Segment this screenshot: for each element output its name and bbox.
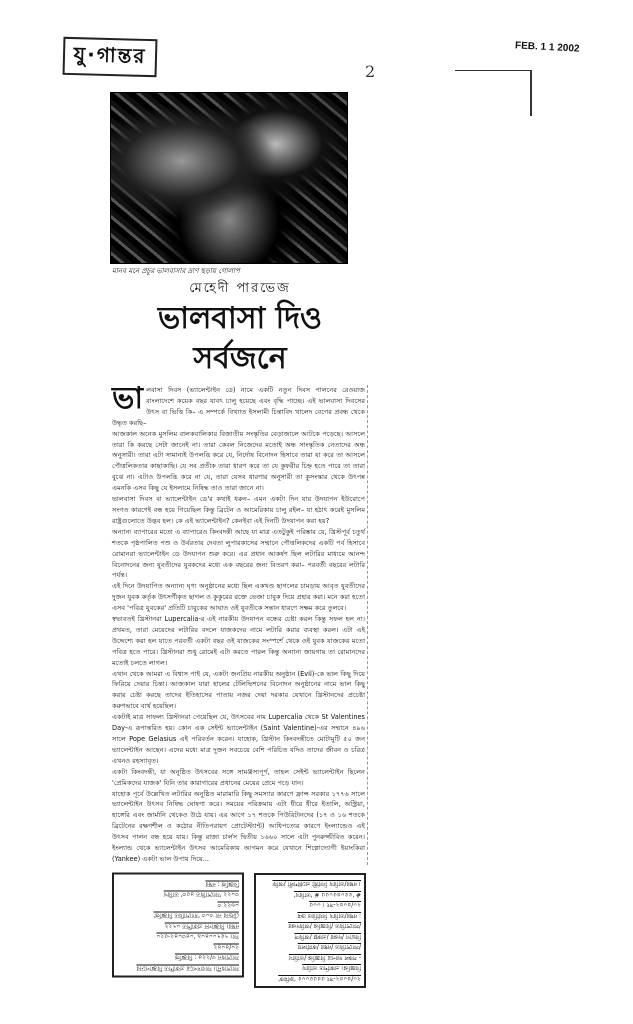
headline: ভালবাসা দিও সর্বজনে [157, 301, 323, 376]
paragraph: একটা কিংবদন্তী, যা অনুষ্ঠিত উৎসবের সঙ্গে সামঞ্জস্যপূর্ণ, তাহল সেইন্ট ভ্যালেন্টাইন ছিলেন 'প্রেমিকদের যাজক' যিনি তার কারাগারের প্রধানের মেয়ের প্রেমে পড়ে যান। [112, 767, 365, 787]
paragraph: ভালবাসা দিবস (ভ্যালেন্টাইন ডে) নামে একটি নতুন দিবস পালনের রেওয়াজ বাংলাদেশে কয়েক বছর যাবৎ চালু হয়েছে এবং বৃদ্ধি পাচ্ছে। এই ভালবাসা দিবসের উৎস বা ভিত্তি কি– এ সম্পর্কে বিখ্যাত ইসলামী চিন্তাবিদ খালেদ বেগের প্রবন্ধ থেকে উদ্ধৃত করছি– [112, 381, 365, 427]
paragraph: আজকাল অনেক মুসলিম বালকবালিকার বিজাতীয় সংস্কৃতির বেড়াজালে আটকে পড়েছে। আসলে তারা কি করছে সেটা জানেই না। তারা কেবল নিজেদের মতোই অন্ধ সাংস্কৃতিক নেতাদের অন্ধ অনুসারী। তারা এটা সামান্যই উপলব্ধি করে যে, নির্দোষ বিনোদন হিসাবে তারা যা করে তা আসলে পৌত্তলিকতার কাছাকাছি। যে সব প্রতীক তারা ধারণ করে তা যে কুফরীর চিহ্ন হতে পারে তা তারা বুঝে না। এটাও উপলব্ধি করে না যে, তারা যেসব ধারণার অনুসারী তা কুসংস্কার থেকে উৎপন্ন এমনকি এসব কিছু যে ইসলামে নিষিদ্ধ তাও তারা জানে না। [112, 429, 365, 493]
date-stamp: FEB. 1 1 2002 [514, 40, 580, 55]
article-body [112, 381, 368, 865]
paragraph: ভালবাসা দিবস বা ভ্যালেন্টাইন ডে'র কথাই ধরুন– এমন একটা দিন যার উদযাপন ইউরোপে সংগত কারণেই বন্ধ হয়ে গিয়েছিল কিন্তু ব্রিটেন ও আমেরিকায় চালু রইল– যা হঠাৎ করেই মুসলিম রাষ্ট্রগুলোতে উদ্ভব হল। কে এই ভ্যালেন্টাইন? কেনইবা এই দিনটি উদযাপন করা হয়? [112, 495, 365, 525]
paragraph: এখান থেকে আমরা এ বিশ্বাস পাই যে, একটা জনপ্রিয় নারকীয় অনুষ্ঠান (Evil)-কে ভাল কিছু দিয়ে ফিরিয়ে দেয়ার চিন্তা। আজকাল যারা হালের টেলিভিশনের বিনোদন অনুষ্ঠানের নামে ভাল কিছু করার চেষ্টা করছে তাদের ইতিহাসের পাতায় নজর দেয়া দরকার যেখানে খ্রিস্টানদের প্রচেষ্টা করুণভাবে ব্যর্থ হয়েছিল। [112, 669, 365, 711]
handwritten-box [455, 70, 532, 116]
paragraph: স্বভাবতই খ্রিস্টানরা Lupercalia-র এই নারকীয় উদযাপন বন্ধের চেষ্টা করল কিন্তু সফল হল না। প্রথমত, তারা মেয়েদের লটারির বদলে যাজকদের নামে লটারি করার ব্যবস্থা করল। এটা এই উদ্দেশ্যে করা হল যাতে পরবর্তী একটা বছর ওই যাজকের সংস্পর্শে থেকে ওই যুবক যাজকের মতো পবিত্র হতে পারে। খ্রিস্টানরা শুধু রোমেই এটা করতে পারল কিন্তু অন্যান্য জায়গায় তা রোমানদের মতোই চলতে লাগল। [112, 615, 365, 667]
article-column [112, 266, 368, 988]
newspaper-source-stamp: যু·গান্তর [63, 37, 158, 77]
inverted-notice-box-right: ২০/৪০৪২-সং ৫৪৫৫০০৫ 'ক্রমিক' বিজ্ঞপ্তি। প্রকাশিত তারিখ - সকল দরপত্র বিজ্ঞপ্তি /তারিখ /সংশোধিত /নম্বর /কার্যালয় বিভাগ /দপ্তর /প্রকল্প /অফিস /সংশোধিত /বিজ্ঞপ্তি /অধিদপ্তর : নম্বর/তারিখ নির্ধারিত ক্রম ২০/৪০৪২-সং । ০০৫ # '৫৫০৪৫০৫৫ # 'তারিখ' । নম্বর/তারিখ নির্বাহী প্রকৌশলী /অফি [254, 873, 366, 988]
dropcap: ভা [112, 381, 144, 416]
photo-caption: মানব মনে প্রচুর ভালবাসার দ্রাণ ছড়ায় গোলাপ [112, 267, 240, 275]
handwritten-mark: 2 [365, 62, 376, 81]
paragraph: এই দিনে উদযাপিত অন্যান্য ঘৃণ্য অনুষ্ঠানের মধ্যে ছিল একখণ্ড ছাগলের চামড়ায় আবৃত যুবতীদের দুজন যুবক কর্তৃক উৎসর্গীকৃত ছাগল ও কুকুরের রক্তে ভেজা চাবুক দিয়ে প্রহার করা। মনে করা হতো এসব 'পবিত্র যুবকের' প্রতিটি চাবুকের আঘাত ওই যুবতীকে সন্তান ধারণে সক্ষম করে তুলবে। [112, 582, 365, 613]
paragraph: অন্যান্য ব্যাপারের মতো এ ব্যাপারেও কিংবদন্তী আছে যা মাত্র এতটুকুই পরিষ্কার যে, খ্রিস্টপূর্ব চতুর্থ শতকে পৃষ্ঠপালিত পশু ও উর্বরতার দেবতা লুপারকাসের সম্মানে পৌত্তলিকদের একটি পর্ব হিসাবে রোমানরা ভ্যালেন্টাইন ডে উদযাপন শুরু করে। এর প্রধান আকর্ষণ ছিল লটারির মাধ্যমে আনন্দ বিনোদনের জন্য যুবতীদের যুবকদের মধ্যে এক বছরের জন্য বিতরণ করা– পরবর্তী বছরের লটারি পর্যন্ত। [112, 527, 365, 580]
byline: মেহেদী পারভেজ [189, 281, 291, 296]
inverted-notice-box-left: সংশোধনী। সংবাদপত্রে প্রকাশিত বিজ্ঞাপনের সংশোধন ৩/২২৪ : বিজ্ঞপ্তি ২০/৪০৪২ সং। ৭৫৭০০৪০৯ '০৪৩০৪২-৫২০ নম্বর। বিজ্ঞাপন প্রকাশিত ০৭২২ টেন্ডার নং ৩০৩ 'সংশোধিত বিজ্ঞপ্তি' ০৬২২ ৩ ৩০২২ 'সংশোধিত ৪৫৩' তারিখ বিজ্ঞপ্তি : নম্বর [112, 873, 244, 978]
inverted-notice-boxes [112, 873, 368, 988]
paragraph: যাহোক পূর্বে উল্লেখিত লটারির অনুষ্ঠিত মারামারি কিছু সমস্যার কারণে ফ্রান্স সরকার ১৭৭৬ সালে ভ্যালেন্টাইন উৎসব নিষিদ্ধ ঘোষণা করে। সময়ের পরিক্রমায় এটা ধীরে ধীরে ইতালি, অস্ট্রিয়া, হাঙ্গেরি এবং জার্মানি থেকেও উঠে যায়। এর আগে ১৭ শতকে পিউরিটানদের (১৭ ও ১৬ শতকে ব্রিটেনের রক্ষণশীল ও কঠোর নীতিপরায়ণ প্রোটেস্ট্যান্ট) আধিপত্যের কারণে ইংল্যান্ডেও এই উৎসব পালন বন্ধ হয়ে যায়। কিন্তু রাজা চার্লস দ্বিতীয় ১৬৬০ সালে এটা পুনরুজ্জীবিত করেন। ইংল্যান্ড থেকে ভ্যালেন্টাইন উৎসব আমেরিকায় আগমন করে যেখানে শিল্পোদ্যোগী ইয়াংকিরা (Yankee) একটা ভাল উপায় দিয়ে... [112, 789, 365, 863]
article-photo-roses [110, 92, 348, 264]
paragraph: একটাই মাত্র সাফল্য খ্রিস্টানরা পেয়েছিল যে, উৎসবের নাম Lupercalia থেকে St Valentines Day-এ রূপান্তরিত হয়। কোন এক সেইন্ট ভ্যালেন্টাইন (Saint Valentine)-এর সম্মানে ৪৯৬ সালে Pope Gelasius এই পরিবর্তন করেন। যাহোক, খ্রিস্টান কিংবদন্তীতে মোটামুটি ৫০ জন ভ্যালেন্টাইন আছেন। এদের মধ্যে মাত্র দুজন সবচেয়ে বেশি পরিচিত যদিও তাদের জীবন ও চরিত্র এখনও রহস্যাবৃত। [112, 713, 365, 765]
